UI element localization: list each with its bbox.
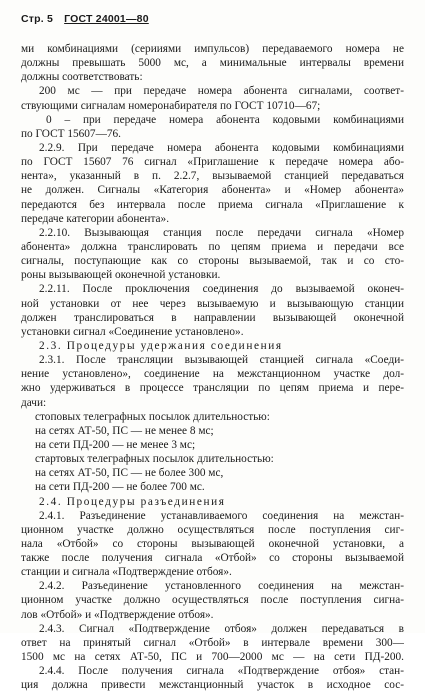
text-line: также после получения сигнала «Отбой» со стороны вызываемой (21, 552, 404, 565)
text-line: сигналы, поступающие как со стороны вызываемой, так и со сто- (21, 255, 404, 268)
text-line: 2.4.3. Сигнал «Подтверждение отбоя» должен передаваться в (39, 622, 404, 635)
text-line: нение установлено», соединение на межстанционном участке дол- (21, 368, 404, 381)
text-line: ми комбинациями (серииями импульсов) передаваемого номера не (21, 43, 404, 55)
text-line: дачи: (21, 396, 47, 409)
text-line: по ГОСТ 15607 76 сигнал «Приглашение к передаче номера або- (21, 156, 404, 169)
text-line: абонента» должна транслировать по цепям приема и передачи все (21, 240, 404, 253)
text-line: станции и сигнала «Подтверждение отбоя». (21, 566, 232, 579)
text-line: 2.2.9. При передаче номера абонента кодовыми комбинациями (39, 141, 404, 154)
text-line: 2.3.1. После трансляции вызывающей станцией сигнала «Соеди- (39, 354, 404, 367)
text-line: стартовых телеграфных посылок длительностью: (35, 453, 274, 466)
text-line: 2.2.10. Вызывающая станция после передачи сигнала «Номер (39, 226, 404, 239)
text-line: должен транслироваться в направлении вызывающей оконечной (21, 311, 404, 324)
text-line: 200 мс — при передаче номера абонента сигналами, соответ- (39, 85, 404, 98)
text-line: ция должна привести межстанционный участок в исходное сос- (21, 679, 404, 692)
text-line: 2.3. Процедуры удержания соединения (39, 339, 283, 352)
text-line: должны соответствовать: (21, 71, 143, 84)
text-line: ционном участке должно осуществляться после поступления сиг- (21, 523, 404, 536)
text-line: ствующими сигналам номеронабирателя по ГОСТ 10710—67; (21, 99, 321, 112)
text-line: 1500 мс на сетях АТ-50, ПС и 700—2000 мс — на сети ПД-200. (21, 651, 404, 664)
text-line: на сетях АТ-50, ПС — не более 300 мс, (35, 467, 224, 480)
text-line: передаются без интервала после приема сигнала «Приглашение к (21, 198, 404, 211)
text-line: 0 – при передаче номера абонента кодовыми комбинациями (46, 113, 404, 126)
text-line: ционном участке должно осуществляться после поступления сигна- (21, 594, 404, 607)
text-line: передаче категории абонента». (21, 212, 170, 225)
text-line: на сетях АТ-50, ПС — не менее 8 мс; (35, 424, 214, 437)
text-line: 2.2.11. После проключения соединения до вызываемой оконеч- (39, 283, 404, 296)
text-line: 2.4.1. Разъединение устанавливаемого соединения на межстан- (39, 509, 404, 522)
text-line: на сети ПД-200 — не менее 3 мс; (35, 438, 196, 451)
text-line: ответ на принятый сигнал «Отбой» в интервале времени 300— (21, 636, 404, 649)
text-line: стоповых телеграфных посылок длительностью: (35, 410, 270, 423)
text-line: должны превышать 5000 мс, а минимальные интервалы времени (21, 57, 404, 70)
text-line: 2.4. Процедуры разъединения (39, 495, 226, 508)
text-line: 2.4.2. Разъединение установленного соединения на межстан- (39, 580, 404, 593)
text-line: роны вызывающей оконечной установки. (21, 269, 221, 282)
document-body (21, 42, 404, 692)
text-line: лов «Отбой» и «Подтверждение отбоя». (21, 608, 214, 621)
page-number: Стр. 5 (21, 13, 54, 25)
text-line: жно удерживаться в процессе трансляции по цепям приема и пере- (21, 382, 404, 395)
text-line: по ГОСТ 15607—76. (21, 127, 121, 140)
text-line: 2.4.4. После получения сигнала «Подтверждение отбоя» стан- (39, 665, 404, 678)
text-line: на сети ПД-200 — не более 700 мс. (35, 481, 205, 494)
text-line: нента», указанный в п. 2.2.7, вызываемой станцией передаваться (21, 170, 404, 183)
running-header (21, 13, 149, 25)
standard-code: ГОСТ 24001—80 (64, 13, 149, 25)
text-line: установки сигнал «Соединение установлено». (21, 325, 244, 338)
text-line: нала «Отбой» со стороны вызывающей оконечной установки, а (21, 537, 404, 550)
text-line: не должен. Сигналы «Категория абонента» и «Номер абонента» (21, 184, 404, 197)
text-line: ной установки от нее через вызываемую и вызывающую станции (21, 297, 404, 310)
